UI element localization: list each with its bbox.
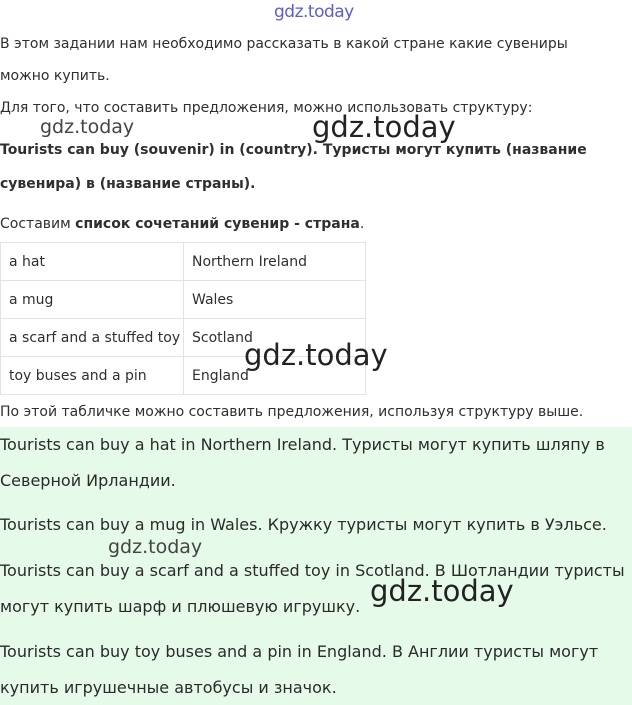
list-intro-bold: список сочетаний сувенир - страна [75, 216, 360, 232]
structure-line-2: сувенира) в (название страны). [0, 176, 256, 192]
answer-sentence-4-line-1: Tourists can buy toy buses and a pin in England. В Англии туристы могут [0, 642, 599, 661]
souvenir-country-table [0, 242, 366, 395]
watermark: gdz.today [370, 574, 514, 608]
souvenir-cell: toy buses and a pin [1, 357, 184, 395]
after-table-text: По этой табличке можно составить предложения, используя структуру выше. [0, 404, 584, 420]
souvenir-cell: a mug [1, 281, 184, 319]
watermark: gdz.today [312, 110, 456, 144]
country-cell: Scotland [184, 319, 366, 357]
structure-line-1: Tourists can buy (souvenir) in (country). Туристы могут купить (название [0, 142, 587, 158]
list-intro-prefix: Составим [0, 216, 76, 232]
watermark: gdz.today [244, 338, 388, 372]
list-intro [0, 214, 364, 234]
country-cell: Wales [184, 281, 366, 319]
watermark: gdz.today [40, 116, 135, 138]
watermark-top: gdz.today [274, 2, 354, 22]
table-row [1, 281, 366, 319]
table-row [1, 243, 366, 281]
intro-line-2: можно купить. [0, 68, 110, 84]
country-cell: England [184, 357, 366, 395]
answer-sentence-3-line-1: Tourists can buy a scarf and a stuffed toy in Scotland. В Шотландии туристы [0, 561, 625, 580]
country-cell: Northern Ireland [184, 243, 366, 281]
answer-sentence-1-line-1: Tourists can buy a hat in Northern Ireland. Туристы могут купить шляпу в [0, 435, 605, 454]
answer-sentence-1-line-2: Северной Ирландии. [0, 471, 176, 490]
watermark: gdz.today [108, 536, 203, 558]
answer-sentence-4-line-2: купить игрушечные автобусы и значок. [0, 678, 337, 697]
intro-line-1: В этом задании нам необходимо рассказать в какой стране какие сувениры [0, 36, 568, 52]
answer-sentence-3-line-2: могут купить шарф и плюшевую игрушку. [0, 597, 361, 616]
souvenir-cell: a scarf and a stuffed toy [1, 319, 184, 357]
list-intro-suffix: . [359, 216, 365, 232]
answer-sentence-2: Tourists can buy a mug in Wales. Кружку туристы могут купить в Уэльсе. [0, 515, 607, 534]
souvenir-cell: a hat [1, 243, 184, 281]
structure-label: Для того, что составить предложения, можно использовать структуру: [0, 100, 533, 116]
